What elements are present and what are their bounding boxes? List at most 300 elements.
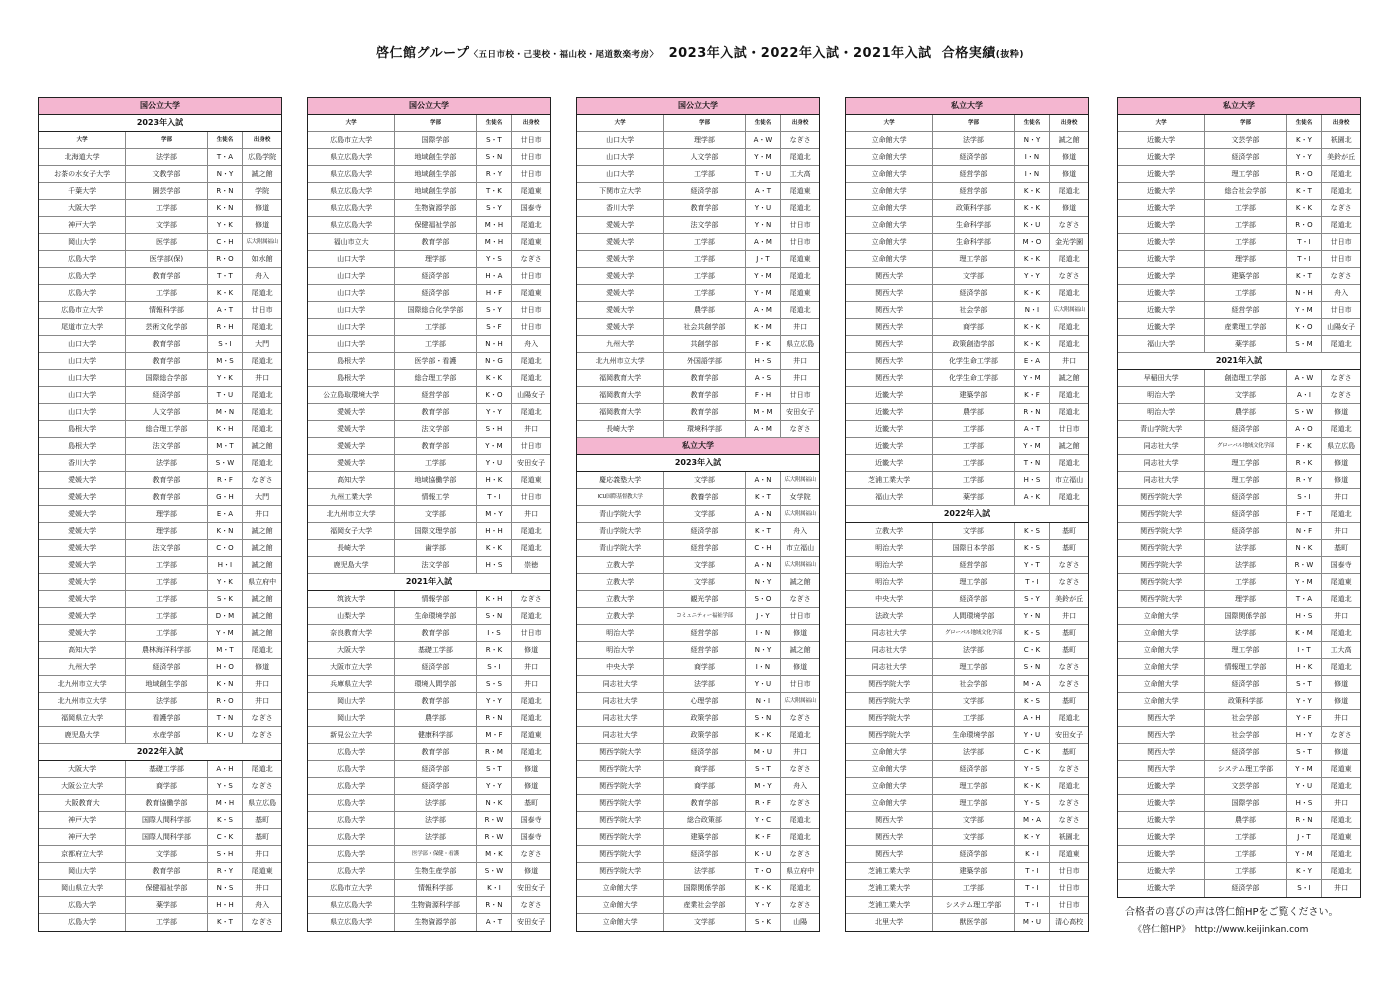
university-cell: 関西学院大学 xyxy=(1118,540,1205,556)
table-row xyxy=(1118,319,1360,336)
table-row xyxy=(577,506,819,523)
school-cell: 舟入 xyxy=(524,340,539,348)
school-cell: 尾道北 xyxy=(520,544,542,552)
university-cell: 関西学院大学 xyxy=(577,761,664,777)
faculty-cell: 教育学部 xyxy=(664,404,745,420)
category-header xyxy=(1118,98,1360,115)
school-cell: 国泰寺 xyxy=(520,833,542,841)
student-cell: I・S xyxy=(477,625,513,641)
faculty-cell: 文学部 xyxy=(664,914,745,931)
school-cell: 井口 xyxy=(1334,612,1349,620)
student-cell: S・W xyxy=(477,863,513,879)
faculty-cell: 地域創生学部 xyxy=(395,183,476,199)
column-header-student: 生徒名 xyxy=(1015,115,1051,131)
university-cell: 広島市立大学 xyxy=(308,132,395,148)
university-cell: 関西大学 xyxy=(1118,744,1205,760)
university-cell: 関西学院大学 xyxy=(1118,574,1205,590)
table-row xyxy=(577,625,819,642)
school-cell: 廿日市 xyxy=(789,612,811,620)
student-cell: R・K xyxy=(477,642,513,658)
exam-years: 2023年入試・2022年入試・2021年入試 xyxy=(668,46,932,61)
faculty-cell: 教育学部 xyxy=(395,234,476,250)
university-cell: 関西学院大学 xyxy=(577,795,664,811)
footer-homepage-link[interactable]: 《啓仁館HP》 http://www.keijinkan.com xyxy=(1133,925,1309,935)
faculty-cell: 工学部 xyxy=(664,251,745,267)
university-cell: 福岡教育大学 xyxy=(577,387,664,403)
school-cell: 修道 xyxy=(524,765,539,773)
school-cell: 修道 xyxy=(1334,459,1349,467)
table-row xyxy=(577,217,819,234)
student-cell: M・N xyxy=(208,404,244,420)
university-cell: 関西大学 xyxy=(846,302,933,318)
student-cell: K・S xyxy=(1015,523,1051,539)
table-row xyxy=(846,795,1088,812)
school-list: 〈五日市校・己斐校・福山校・尾道数楽考房〉 xyxy=(469,50,659,60)
university-cell: 関西大学 xyxy=(1118,710,1205,726)
student-cell: K・K xyxy=(746,727,782,743)
faculty-cell: 法学部 xyxy=(126,693,207,709)
university-cell: 立命館大学 xyxy=(846,183,933,199)
student-cell: A・N xyxy=(746,557,782,573)
university-cell: 近畿大学 xyxy=(1118,812,1205,828)
table-row xyxy=(308,625,550,642)
year-header xyxy=(39,744,281,761)
university-cell: 同志社大学 xyxy=(577,693,664,709)
university-cell: 大阪大学 xyxy=(308,642,395,658)
faculty-cell: 情報学部 xyxy=(395,591,476,607)
school-cell: 廿日市 xyxy=(520,493,542,501)
university-cell: 福岡教育大学 xyxy=(577,404,664,420)
table-row xyxy=(308,880,550,897)
university-cell: 山口大学 xyxy=(308,268,395,284)
student-cell: R・Y xyxy=(477,166,513,182)
university-cell: 近畿大学 xyxy=(1118,149,1205,165)
section-label: 国公立大学 xyxy=(140,101,180,110)
school-cell: 井口 xyxy=(1334,884,1349,892)
table-row xyxy=(308,455,550,472)
column-header-faculty: 学部 xyxy=(933,115,1014,131)
school-cell: 尾道北 xyxy=(520,408,542,416)
school-cell: 安田女子 xyxy=(786,408,815,416)
school-cell: 清心高校 xyxy=(1055,918,1084,926)
student-cell: Y・M xyxy=(1287,574,1323,590)
faculty-cell: 薬学部 xyxy=(1205,336,1286,352)
section-label: 2021年入試 xyxy=(1215,356,1263,365)
table-row xyxy=(39,200,281,217)
university-cell: 近畿大学 xyxy=(1118,795,1205,811)
faculty-cell: 基礎工学部 xyxy=(395,642,476,658)
school-cell: 基町 xyxy=(255,816,270,824)
student-cell: C・H xyxy=(208,234,244,250)
column-header-school: 出身校 xyxy=(1332,120,1350,126)
table-row xyxy=(577,200,819,217)
student-cell: K・F xyxy=(746,829,782,845)
page-title xyxy=(0,42,1400,61)
school-cell: 廿日市 xyxy=(520,170,542,178)
school-cell: 井口 xyxy=(255,374,270,382)
table-row xyxy=(1118,676,1360,693)
school-cell: なぎさ xyxy=(1330,374,1352,382)
faculty-cell: 工学部 xyxy=(1205,234,1286,250)
university-cell: 愛媛大学 xyxy=(39,472,126,488)
student-cell: R・O xyxy=(208,251,244,267)
university-cell: 立命館大学 xyxy=(577,880,664,896)
faculty-cell: 社会学部 xyxy=(1205,727,1286,743)
table-row xyxy=(577,489,819,506)
faculty-cell: 工学部 xyxy=(395,319,476,335)
section-label: 国公立大学 xyxy=(678,101,718,110)
faculty-cell: コミュニティー福祉学部 xyxy=(664,608,745,624)
school-cell: なぎさ xyxy=(1330,272,1352,280)
university-cell: 愛媛大学 xyxy=(577,319,664,335)
table-row xyxy=(1118,812,1360,829)
table-row xyxy=(1118,659,1360,676)
university-cell: 関西学院大学 xyxy=(1118,557,1205,573)
school-cell: 学院 xyxy=(255,187,270,195)
faculty-cell: 教育学部 xyxy=(126,863,207,879)
section-label: 私立大学 xyxy=(951,101,983,110)
faculty-cell: 経済学部 xyxy=(395,659,476,675)
faculty-cell: 経済学部 xyxy=(933,761,1014,777)
faculty-cell: 生命科学部 xyxy=(933,234,1014,250)
university-cell: 山口大学 xyxy=(39,370,126,386)
school-cell: 安田女子 xyxy=(517,459,546,467)
faculty-cell: 生物資源学部 xyxy=(395,914,476,931)
table-row xyxy=(1118,778,1360,795)
table-row xyxy=(308,693,550,710)
faculty-cell: 経済学部 xyxy=(1205,506,1286,522)
student-cell: T・T xyxy=(208,268,244,284)
faculty-cell: 経営学部 xyxy=(395,387,476,403)
faculty-cell: 国際関係学部 xyxy=(664,880,745,896)
school-cell: 尾道北 xyxy=(1330,595,1352,603)
faculty-cell: 国際日本学部 xyxy=(933,540,1014,556)
faculty-cell: 芸術文化学部 xyxy=(126,319,207,335)
table-row xyxy=(577,812,819,829)
student-cell: A・O xyxy=(1287,421,1323,437)
table-row xyxy=(39,659,281,676)
school-cell: 尾道北 xyxy=(789,272,811,280)
student-cell: H・H xyxy=(208,897,244,913)
university-cell: 立命館大学 xyxy=(846,251,933,267)
year-header xyxy=(846,506,1088,523)
school-cell: 尾道北 xyxy=(1058,255,1080,263)
school-cell: 尾道北 xyxy=(251,323,273,331)
school-cell: 尾道北 xyxy=(789,204,811,212)
faculty-cell: グローバル地域文化学部 xyxy=(933,625,1014,641)
faculty-cell: 文学部 xyxy=(933,693,1014,709)
student-cell: A・H xyxy=(1015,710,1051,726)
student-cell: Y・M xyxy=(746,285,782,301)
student-cell: M・Y xyxy=(477,506,513,522)
student-cell: S・N xyxy=(746,710,782,726)
student-cell: K・Y xyxy=(1287,863,1323,879)
student-cell: A・T xyxy=(746,183,782,199)
university-cell: ICU国際基督教大学 xyxy=(577,489,664,505)
faculty-cell: 農学部 xyxy=(1205,404,1286,420)
university-cell: 愛媛大学 xyxy=(308,404,395,420)
faculty-cell: 社会学部 xyxy=(933,302,1014,318)
faculty-cell: 工学部 xyxy=(664,268,745,284)
student-cell: Y・M xyxy=(746,268,782,284)
table-row xyxy=(39,880,281,897)
school-cell: 安田女子 xyxy=(517,884,546,892)
student-cell: T・O xyxy=(746,863,782,879)
faculty-cell: 商学部 xyxy=(664,761,745,777)
faculty-cell: 文学部 xyxy=(933,829,1014,845)
year-header xyxy=(39,115,281,132)
faculty-cell: 法学部 xyxy=(1205,625,1286,641)
table-row xyxy=(846,455,1088,472)
university-cell: 愛媛大学 xyxy=(39,625,126,641)
faculty-cell: 教養学部 xyxy=(664,489,745,505)
student-cell: M・M xyxy=(746,404,782,420)
table-row xyxy=(39,506,281,523)
university-cell: 関西学院大学 xyxy=(577,863,664,879)
university-cell: 立教大学 xyxy=(577,591,664,607)
university-cell: 立命館大学 xyxy=(846,166,933,182)
faculty-cell: 工学部 xyxy=(933,710,1014,726)
school-cell: 工大高 xyxy=(789,170,811,178)
column-header-school: 出身校 xyxy=(1060,120,1078,126)
university-cell: 同志社大学 xyxy=(1118,438,1205,454)
university-cell: 長崎大学 xyxy=(577,421,664,437)
student-cell: Y・K xyxy=(208,574,244,590)
column-header-student: 生徒名 xyxy=(208,132,244,148)
student-cell: Y・U xyxy=(746,676,782,692)
table-row xyxy=(308,659,550,676)
table-row xyxy=(577,659,819,676)
faculty-cell: 経営学部 xyxy=(933,166,1014,182)
school-cell: 尾道北 xyxy=(251,289,273,297)
university-cell: 福岡教育大学 xyxy=(577,370,664,386)
student-cell: M・H xyxy=(208,795,244,811)
student-cell: K・K xyxy=(1015,200,1051,216)
school-cell: 尾道東 xyxy=(789,289,811,297)
table-row xyxy=(308,336,550,353)
table-row xyxy=(1118,693,1360,710)
university-cell: 広島大学 xyxy=(308,744,395,760)
faculty-cell: 総合社会学部 xyxy=(1205,183,1286,199)
table-row xyxy=(39,234,281,251)
column-header-school: 出身校 xyxy=(522,120,540,126)
table-row xyxy=(1118,591,1360,608)
student-cell: K・U xyxy=(208,727,244,743)
school-cell: 廿日市 xyxy=(789,391,811,399)
faculty-cell: 理工学部 xyxy=(1205,455,1286,471)
university-cell: 福山大学 xyxy=(1118,336,1205,352)
school-cell: 誠之館 xyxy=(789,578,811,586)
school-cell: 安田女子 xyxy=(1055,731,1084,739)
university-cell: 愛媛大学 xyxy=(39,540,126,556)
table-row xyxy=(1118,302,1360,319)
faculty-cell: 医学部・看護 xyxy=(395,353,476,369)
section-label: 2022年入試 xyxy=(943,509,991,518)
student-cell: M・U xyxy=(746,744,782,760)
table-row xyxy=(1118,863,1360,880)
table-row xyxy=(308,472,550,489)
table-row xyxy=(308,404,550,421)
university-cell: 広島大学 xyxy=(39,285,126,301)
table-row xyxy=(1118,506,1360,523)
table-row xyxy=(577,914,819,931)
student-cell: K・F xyxy=(1015,387,1051,403)
student-cell: T・N xyxy=(208,710,244,726)
faculty-cell: 政策学部 xyxy=(664,727,745,743)
university-cell: 山口大学 xyxy=(39,404,126,420)
student-cell: Y・T xyxy=(1015,557,1051,573)
faculty-cell: 保健福祉学部 xyxy=(126,880,207,896)
school-cell: 尾道北 xyxy=(520,714,542,722)
faculty-cell: 医学部(保) xyxy=(126,251,207,267)
school-cell: 修道 xyxy=(793,629,808,637)
university-cell: 広島大学 xyxy=(308,846,395,862)
footer-message: 合格者の喜びの声は啓仁館HPをご覧ください。 xyxy=(1125,907,1339,918)
table-row xyxy=(846,217,1088,234)
faculty-cell: 薬学部 xyxy=(933,489,1014,505)
university-cell: 山口大学 xyxy=(308,285,395,301)
university-cell: 下関市立大学 xyxy=(577,183,664,199)
student-cell: K・S xyxy=(1015,540,1051,556)
student-cell: S・N xyxy=(477,149,513,165)
school-cell: 井口 xyxy=(1062,612,1077,620)
student-cell: M・A xyxy=(1015,812,1051,828)
table-row xyxy=(1118,285,1360,302)
school-cell: 市立福山 xyxy=(786,544,815,552)
university-cell: 岡山大学 xyxy=(39,863,126,879)
university-cell: 島根大学 xyxy=(308,353,395,369)
faculty-cell: 理学部 xyxy=(126,523,207,539)
school-cell: なぎさ xyxy=(789,136,811,144)
table-row xyxy=(577,574,819,591)
faculty-cell: 教育学部 xyxy=(395,625,476,641)
university-cell: 関西学院大学 xyxy=(1118,523,1205,539)
school-cell: 舟入 xyxy=(255,901,270,909)
table-row xyxy=(308,863,550,880)
school-cell: 廿日市 xyxy=(520,629,542,637)
table-row xyxy=(39,217,281,234)
table-row xyxy=(1118,438,1360,455)
faculty-cell: 工学部 xyxy=(1205,200,1286,216)
table-row xyxy=(577,557,819,574)
university-cell: 明治大学 xyxy=(1118,404,1205,420)
faculty-cell: 工学部 xyxy=(1205,217,1286,233)
school-cell: 修道 xyxy=(1334,680,1349,688)
university-cell: 関西大学 xyxy=(846,268,933,284)
faculty-cell: 工学部 xyxy=(395,455,476,471)
school-cell: 尾道北 xyxy=(1330,782,1352,790)
school-cell: なぎさ xyxy=(1058,578,1080,586)
faculty-cell: 国際学部 xyxy=(1205,795,1286,811)
university-cell: 関西大学 xyxy=(846,370,933,386)
faculty-cell: 理学部 xyxy=(1205,591,1286,607)
university-cell: 公立島取環境大学 xyxy=(308,387,395,403)
table-row xyxy=(1118,523,1360,540)
school-cell: 井口 xyxy=(524,425,539,433)
school-cell: 井口 xyxy=(524,680,539,688)
student-cell: R・M xyxy=(477,744,513,760)
student-cell: T・U xyxy=(208,387,244,403)
student-cell: A・S xyxy=(746,370,782,386)
university-cell: 尾道市立大学 xyxy=(39,319,126,335)
school-cell: 修道 xyxy=(1062,170,1077,178)
table-row xyxy=(577,387,819,404)
university-cell: 愛媛大学 xyxy=(39,591,126,607)
school-cell: 廿日市 xyxy=(520,306,542,314)
table-row xyxy=(1118,132,1360,149)
faculty-cell: 文学部 xyxy=(126,846,207,862)
faculty-cell: 理工学部 xyxy=(933,795,1014,811)
faculty-cell: 法学部 xyxy=(395,829,476,845)
table-row xyxy=(846,625,1088,642)
student-cell: K・K xyxy=(746,880,782,896)
table-row xyxy=(1118,472,1360,489)
section-label: 2021年入試 xyxy=(405,577,453,586)
student-cell: S・T xyxy=(1287,676,1323,692)
university-cell: 立命館大学 xyxy=(577,897,664,913)
faculty-cell: 看護学部 xyxy=(126,710,207,726)
school-cell: 尾道東 xyxy=(1058,850,1080,858)
column-header-school: 出身校 xyxy=(253,137,271,143)
faculty-cell: 法学部 xyxy=(1205,540,1286,556)
faculty-cell: 法学部 xyxy=(126,455,207,471)
school-cell: なぎさ xyxy=(520,255,542,263)
university-cell: 芝浦工業大学 xyxy=(846,472,933,488)
school-cell: 尾道北 xyxy=(1330,425,1352,433)
school-cell: 舟入 xyxy=(1334,289,1349,297)
school-cell: 尾道東 xyxy=(520,731,542,739)
faculty-cell: 経営学部 xyxy=(933,557,1014,573)
table-row xyxy=(846,404,1088,421)
table-row xyxy=(1118,557,1360,574)
university-cell: 長崎大学 xyxy=(308,540,395,556)
university-cell: 山口大学 xyxy=(39,336,126,352)
student-cell: S・F xyxy=(477,319,513,335)
table-row xyxy=(308,251,550,268)
university-cell: 山口大学 xyxy=(308,302,395,318)
faculty-cell: 理工学部 xyxy=(933,251,1014,267)
school-cell: 基町 xyxy=(255,833,270,841)
faculty-cell: システム理工学部 xyxy=(933,897,1014,913)
table-row xyxy=(846,659,1088,676)
student-cell: H・S xyxy=(477,557,513,573)
faculty-cell: 生命環境学部 xyxy=(395,608,476,624)
table-row xyxy=(308,727,550,744)
university-cell: 明治大学 xyxy=(846,540,933,556)
school-cell: 広大附属福山 xyxy=(246,239,278,245)
faculty-cell: 法学部 xyxy=(933,744,1014,760)
university-cell: 明治大学 xyxy=(577,642,664,658)
faculty-cell: 理学部 xyxy=(1205,251,1286,267)
student-cell: M・O xyxy=(1015,234,1051,250)
school-cell: 修道 xyxy=(255,204,270,212)
student-cell: Y・Y xyxy=(746,897,782,913)
school-cell: 尾道北 xyxy=(789,153,811,161)
faculty-cell: 経済学部 xyxy=(664,183,745,199)
university-cell: 青山学院大学 xyxy=(577,523,664,539)
school-cell: 誠之館 xyxy=(1058,442,1080,450)
table-row xyxy=(308,710,550,727)
student-cell: R・N xyxy=(1015,404,1051,420)
faculty-cell: 国際関係学部 xyxy=(1205,608,1286,624)
table-header-row xyxy=(39,132,281,149)
student-cell: A・T xyxy=(1015,421,1051,437)
university-cell: 近畿大学 xyxy=(846,438,933,454)
school-cell: 修道 xyxy=(524,646,539,654)
student-cell: K・T xyxy=(1287,183,1323,199)
university-cell: 芝浦工業大学 xyxy=(846,880,933,896)
university-cell: 関西大学 xyxy=(846,829,933,845)
